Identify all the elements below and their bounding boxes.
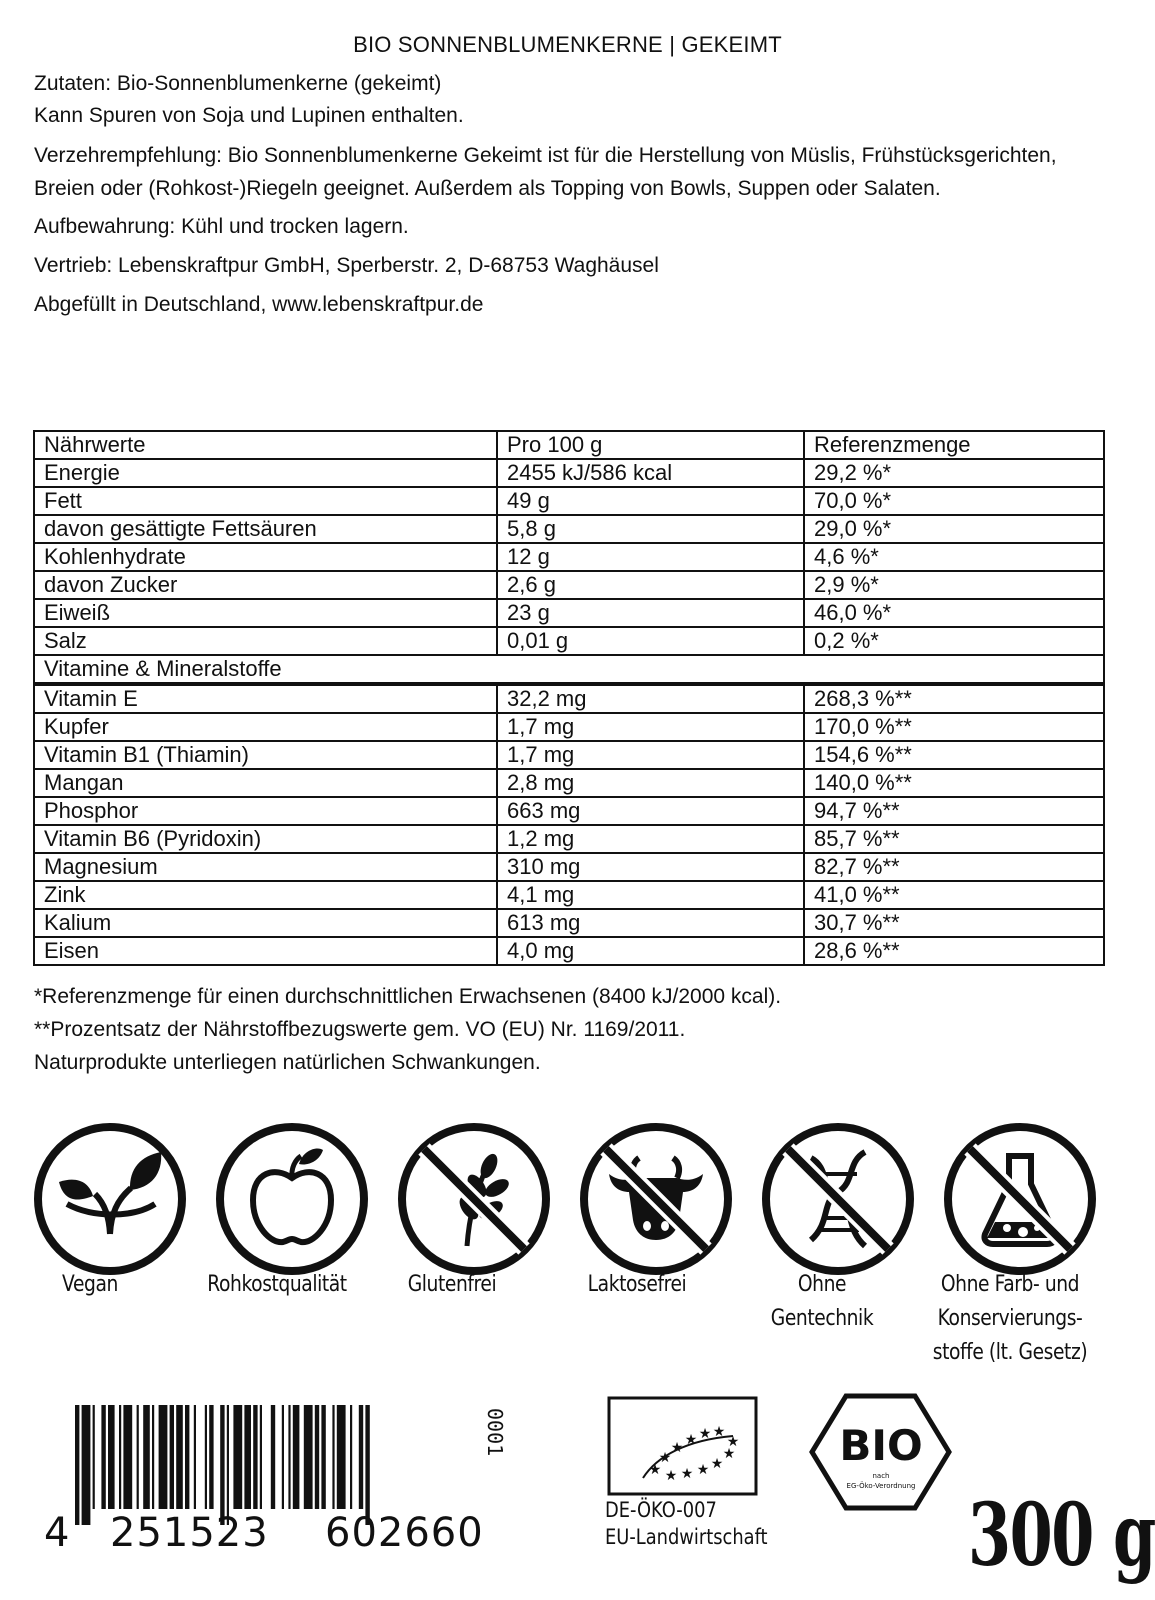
- header-cell: Referenzmenge: [804, 431, 1104, 459]
- storage-text: Kühl und trocken lagern.: [175, 215, 409, 238]
- no-flask-icon: [943, 1122, 1097, 1276]
- section-row: [34, 655, 1104, 684]
- storage-line: [34, 215, 409, 239]
- reference-cell: 46,0 %*: [804, 599, 1104, 627]
- table-row: [34, 515, 1104, 543]
- eu-organic-logo: [607, 1396, 758, 1496]
- icon-label-gentechnik-line-2: Gentechnik: [770, 1306, 874, 1331]
- nutrient-name-cell: Eisen: [34, 937, 497, 965]
- barcode-bar: [205, 1405, 207, 1509]
- barcode-right-digits: 602660: [325, 1510, 484, 1556]
- table-row: [34, 741, 1104, 769]
- table-row: [34, 937, 1104, 965]
- nutrient-name-cell: davon Zucker: [34, 571, 497, 599]
- reference-cell: 0,2 %*: [804, 627, 1104, 655]
- bottled-line: Abgefüllt in Deutschland, www.lebenskraftpur.de: [34, 293, 484, 316]
- no-dna-icon: [761, 1122, 915, 1276]
- nutrient-name-cell: Magnesium: [34, 853, 497, 881]
- svg-text:★: ★: [710, 1456, 724, 1472]
- svg-text:★: ★: [684, 1432, 698, 1448]
- reference-cell: 4,6 %*: [804, 543, 1104, 571]
- table-row: [34, 543, 1104, 571]
- per-100g-cell: 1,7 mg: [497, 713, 804, 741]
- barcode-bar: [293, 1405, 300, 1509]
- ingredients-text: Bio-Sonnenblumenkerne (gekeimt): [111, 72, 442, 95]
- barcode-bar: [93, 1405, 95, 1509]
- vegan-icon: [33, 1122, 187, 1276]
- table-row: [34, 769, 1104, 797]
- recommendation-line-1: [34, 144, 1057, 168]
- icon-label-gentechnik-line-1: Ohne: [797, 1272, 847, 1297]
- barcode-left-digits: 251523: [110, 1510, 269, 1556]
- footnote-2: **Prozentsatz der Nährstoffbezugswerte gem. VO (EU) Nr. 1169/2011.: [34, 1018, 686, 1041]
- apple-icon: [215, 1122, 369, 1276]
- barcode-bar: [101, 1405, 105, 1509]
- table-row: [34, 487, 1104, 515]
- barcode-bar: [244, 1405, 251, 1509]
- nutrition-table-body: [34, 431, 1104, 965]
- nutrient-name-cell: Fett: [34, 487, 497, 515]
- barcode-bar: [321, 1405, 325, 1509]
- barcode-bar: [119, 1405, 121, 1509]
- reference-cell: 94,7 %**: [804, 797, 1104, 825]
- svg-text:★: ★: [712, 1424, 726, 1440]
- table-row: [34, 909, 1104, 937]
- per-100g-cell: 310 mg: [497, 853, 804, 881]
- table-row: [34, 881, 1104, 909]
- barcode-bar: [108, 1405, 115, 1509]
- table-row: [34, 627, 1104, 655]
- per-100g-cell: 0,01 g: [497, 627, 804, 655]
- barcode-bar: [365, 1405, 369, 1525]
- section-title: Vitamine & Mineralstoffe: [34, 655, 1104, 684]
- barcode-bar: [260, 1405, 262, 1509]
- nutrient-name-cell: Kalium: [34, 909, 497, 937]
- barcode-bar: [233, 1405, 242, 1509]
- barcode-bar: [152, 1405, 154, 1509]
- svg-text:★: ★: [670, 1440, 684, 1456]
- recommendation-text: Bio Sonnenblumenkerne Gekeimt ist für die Herstellung von Müslis, Frühstücksgerichten,: [221, 144, 1057, 167]
- barcode-bar: [315, 1405, 319, 1509]
- recommendation-line-2: Breien oder (Rohkost-)Riegeln geeignet. Außerdem als Topping von Bowls, Suppen oder Salaten.: [34, 177, 941, 200]
- bio-seal-nach: nach: [872, 1472, 890, 1480]
- per-100g-cell: 4,1 mg: [497, 881, 804, 909]
- barcode-bar: [194, 1405, 196, 1509]
- barcode-bar: [332, 1405, 334, 1509]
- recommendation-label: Verzehrempfehlung:: [34, 144, 222, 167]
- reference-cell: 170,0 %**: [804, 713, 1104, 741]
- barcode-bar: [288, 1405, 290, 1509]
- per-100g-cell: 613 mg: [497, 909, 804, 937]
- ingredients-line: [34, 72, 441, 96]
- nutrient-name-cell: Kohlenhydrate: [34, 543, 497, 571]
- nutrient-name-cell: Vitamin B1 (Thiamin): [34, 741, 497, 769]
- reference-cell: 29,0 %*: [804, 515, 1104, 543]
- per-100g-cell: 1,2 mg: [497, 825, 804, 853]
- distributor-line: [34, 254, 659, 278]
- reference-cell: 2,9 %*: [804, 571, 1104, 599]
- eu-origin: EU-Landwirtschaft: [605, 1525, 768, 1549]
- per-100g-cell: 12 g: [497, 543, 804, 571]
- barcode-bar: [170, 1405, 174, 1509]
- bio-seal-logo: [808, 1392, 953, 1512]
- barcode-bar: [271, 1405, 275, 1509]
- reference-cell: 28,6 %**: [804, 937, 1104, 965]
- nutrition-table: [33, 430, 1105, 966]
- traces-line: Kann Spuren von Soja und Lupinen enthalten.: [34, 104, 464, 127]
- barcode-bar: [253, 1405, 257, 1509]
- reference-cell: 30,7 %**: [804, 909, 1104, 937]
- barcode-bar: [159, 1405, 168, 1509]
- barcode-bar: [185, 1405, 189, 1509]
- barcode: [75, 1405, 505, 1525]
- icon-label-gentechnik: [737, 1268, 907, 1336]
- icon-label-farbstoffe: [925, 1268, 1095, 1370]
- barcode-bar: [227, 1405, 229, 1525]
- reference-cell: 70,0 %*: [804, 487, 1104, 515]
- svg-text:★: ★: [648, 1462, 662, 1478]
- nutrient-name-cell: Mangan: [34, 769, 497, 797]
- nutrient-name-cell: Zink: [34, 881, 497, 909]
- nutrient-name-cell: Kupfer: [34, 713, 497, 741]
- footnote-3: Naturprodukte unterliegen natürlichen Schwankungen.: [34, 1051, 541, 1074]
- svg-text:★: ★: [722, 1446, 736, 1462]
- footnote-1: *Referenzmenge für einen durchschnittlichen Erwachsenen (8400 kJ/2000 kcal).: [34, 985, 782, 1008]
- nutrient-name-cell: Energie: [34, 459, 497, 487]
- icon-label-laktosefrei: Laktosefrei: [587, 1272, 687, 1297]
- barcode-bar: [137, 1405, 139, 1509]
- net-weight: 300 g: [968, 1485, 1155, 1586]
- nutrient-name-cell: davon gesättigte Fettsäuren: [34, 515, 497, 543]
- distributor-text: Lebenskraftpur GmbH, Sperberstr. 2, D-68753 Waghäusel: [112, 254, 659, 277]
- table-header-row: [34, 431, 1104, 459]
- per-100g-cell: 23 g: [497, 599, 804, 627]
- nutrient-name-cell: Phosphor: [34, 797, 497, 825]
- header-cell: Pro 100 g: [497, 431, 804, 459]
- icon-label-farbstoffe-line-3: stoffe (lt. Gesetz): [932, 1340, 1088, 1365]
- storage-label: Aufbewahrung:: [34, 215, 176, 238]
- barcode-bar: [82, 1405, 91, 1525]
- nutrient-name-cell: Vitamin B6 (Pyridoxin): [34, 825, 497, 853]
- table-row: [34, 599, 1104, 627]
- icon-label-vegan: Vegan: [62, 1272, 118, 1297]
- reference-cell: 140,0 %**: [804, 769, 1104, 797]
- per-100g-cell: 32,2 mg: [497, 684, 804, 713]
- per-100g-cell: 2,6 g: [497, 571, 804, 599]
- reference-cell: 41,0 %**: [804, 881, 1104, 909]
- barcode-bar: [282, 1405, 284, 1509]
- header-cell: Nährwerte: [34, 431, 497, 459]
- bio-seal-word: BIO: [839, 1421, 923, 1470]
- reference-cell: 82,7 %**: [804, 853, 1104, 881]
- table-row: [34, 853, 1104, 881]
- barcode-bar: [123, 1405, 132, 1509]
- table-row: [34, 713, 1104, 741]
- svg-text:★: ★: [680, 1466, 694, 1482]
- svg-text:★: ★: [698, 1426, 712, 1442]
- per-100g-cell: 2,8 mg: [497, 769, 804, 797]
- table-row: [34, 825, 1104, 853]
- table-row: [34, 684, 1104, 713]
- eu-control-code: DE-ÖKO-007: [605, 1498, 717, 1522]
- per-100g-cell: 4,0 mg: [497, 937, 804, 965]
- per-100g-cell: 49 g: [497, 487, 804, 515]
- nutrient-name-cell: Eiweiß: [34, 599, 497, 627]
- icon-label-glutenfrei: Glutenfrei: [407, 1272, 497, 1297]
- no-cow-icon: [579, 1122, 733, 1276]
- nutrient-name-cell: Salz: [34, 627, 497, 655]
- no-grain-icon: [397, 1122, 551, 1276]
- barcode-bar: [350, 1405, 352, 1509]
- reference-cell: 268,3 %**: [804, 684, 1104, 713]
- barcode-first-digit: 4: [44, 1510, 71, 1556]
- icon-label-farbstoffe-line-2: Konservierungs-: [937, 1306, 1083, 1331]
- svg-text:★: ★: [658, 1450, 672, 1466]
- table-row: [34, 459, 1104, 487]
- per-100g-cell: 5,8 g: [497, 515, 804, 543]
- per-100g-cell: 663 mg: [497, 797, 804, 825]
- barcode-bar: [143, 1405, 150, 1509]
- page-title: BIO SONNENBLUMENKERNE | GEKEIMT: [353, 32, 782, 57]
- reference-cell: 85,7 %**: [804, 825, 1104, 853]
- barcode-side-number: 0001: [483, 1408, 507, 1457]
- barcode-bar: [304, 1405, 313, 1509]
- table-row: [34, 797, 1104, 825]
- per-100g-cell: 2455 kJ/586 kcal: [497, 459, 804, 487]
- per-100g-cell: 1,7 mg: [497, 741, 804, 769]
- svg-text:★: ★: [696, 1462, 710, 1478]
- svg-text:★: ★: [664, 1468, 678, 1484]
- distributor-label: Vertrieb:: [34, 254, 113, 277]
- barcode-bar: [220, 1405, 224, 1525]
- bio-seal-regulation: EG-Öko-Verordnung: [846, 1482, 916, 1490]
- reference-cell: 29,2 %*: [804, 459, 1104, 487]
- ingredients-label: Zutaten:: [34, 72, 112, 95]
- barcode-bar: [359, 1405, 363, 1509]
- icon-label-farbstoffe-line-1: Ohne Farb- und: [940, 1272, 1080, 1297]
- barcode-bar: [75, 1405, 79, 1525]
- svg-text:★: ★: [726, 1434, 740, 1450]
- barcode-bar: [209, 1405, 213, 1509]
- nutrient-name-cell: Vitamin E: [34, 684, 497, 713]
- barcode-bar: [337, 1405, 346, 1509]
- barcode-bar: [176, 1405, 183, 1509]
- icon-label-rohkost: Rohkostqualität: [207, 1272, 347, 1297]
- reference-cell: 154,6 %**: [804, 741, 1104, 769]
- table-row: [34, 571, 1104, 599]
